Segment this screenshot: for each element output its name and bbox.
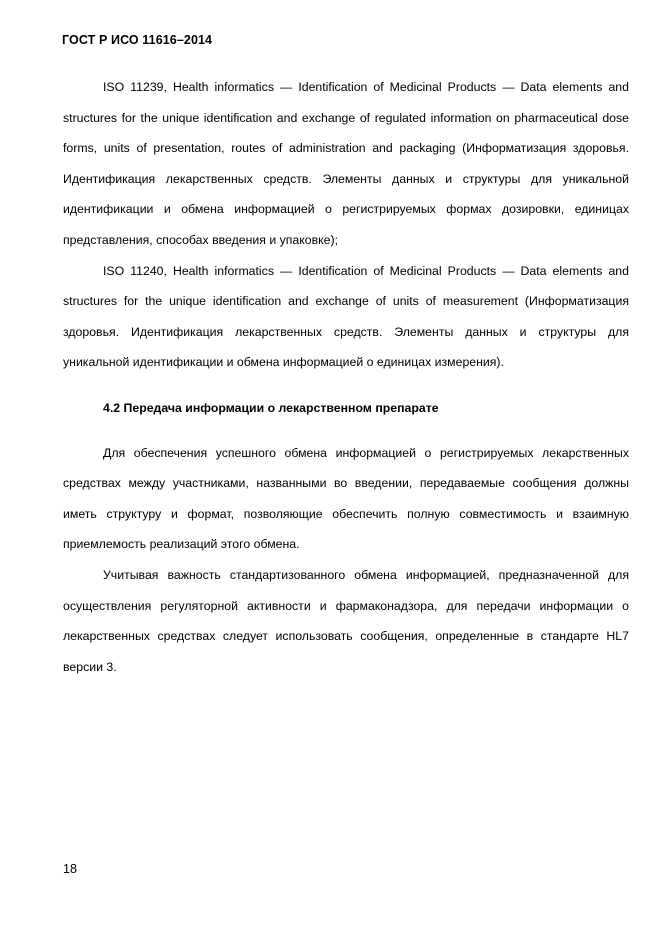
paragraph-hl7: Учитывая важность стандартизованного обмена информацией, предназначенной для осуществления регуляторной активности и фармаконадзора, для передачи информации о лекарственных средствах следует использовать сообщения, определенные в стандарте HL7 версии 3. — [63, 567, 629, 674]
reference-iso-11240: ISO 11240, Health informatics — Identification of Medicinal Products — Data elements and structures for the unique identification and exchange of units of measurement (Информатизация здоровья. Идентификация лекарственных средств. Элементы данных и структуры для уникальной идентификации и обмена информацией о единицах измерения). — [63, 263, 629, 370]
document-body — [63, 72, 629, 682]
section-heading: 4.2 Передача информации о лекарственном препарате — [103, 400, 439, 415]
spacer — [63, 424, 629, 438]
reference-iso-11239: ISO 11239, Health informatics — Identification of Medicinal Products — Data elements and structures for the unique identification and exchange of regulated information on pharmaceutical dose forms, units of presentation, routes of administration and packaging (Информатизация здоровья. Идентификация лекарственных средств. Элементы данных и структуры для уникальной идентификации и обмена информацией о регистрируемых формах дозировки, единицах представления, способах введения и упаковке); — [63, 80, 629, 247]
document-header: ГОСТ Р ИСО 11616–2014 — [62, 33, 213, 47]
paragraph-exchange: Для обеспечения успешного обмена информацией о регистрируемых лекарственных средствах между участниками, названными во введении, передаваемые сообщения должны иметь структуру и формат, позволяющие обеспечить полную совместимость и взаимную приемлемость реализаций этого обмена. — [63, 445, 629, 552]
page-number: 18 — [63, 862, 77, 876]
